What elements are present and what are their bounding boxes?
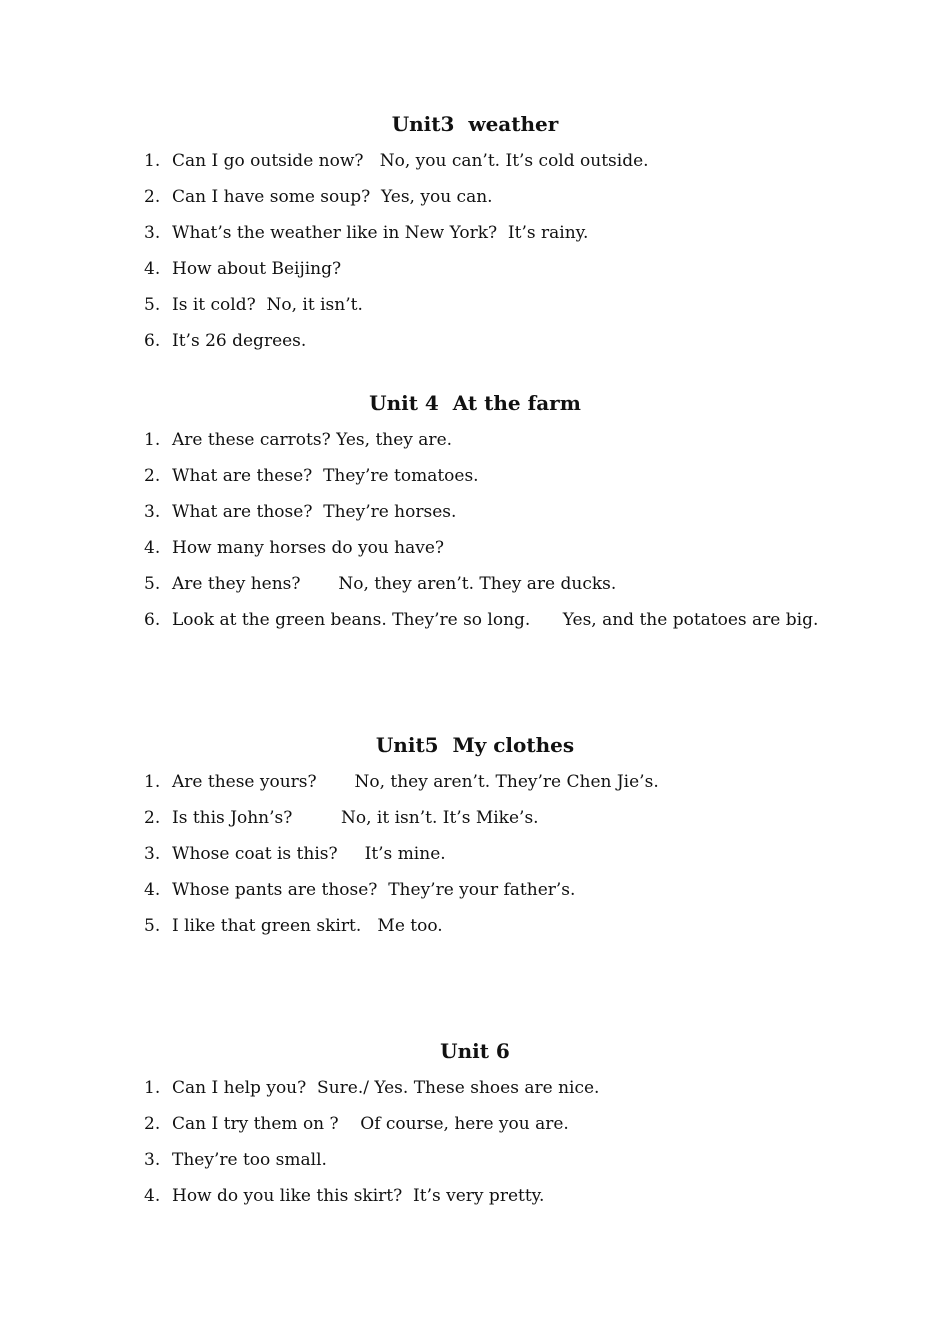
item-text: How do you like this skirt? It’s very pretty. (172, 1186, 545, 1206)
item-text: Are these carrots? Yes, they are. (172, 430, 453, 450)
item-number: 5. (144, 916, 161, 936)
item-text: How many horses do you have? (172, 538, 445, 558)
item-text: I like that green skirt. Me too. (172, 916, 443, 936)
list-item (0, 1106, 950, 1142)
item-text: What’s the weather like in New York? It’s rainy. (172, 223, 589, 243)
unit-4-section (0, 388, 950, 638)
item-number: 1. (144, 151, 161, 171)
list-item (0, 323, 950, 359)
unit-6-section (0, 1036, 950, 1214)
item-number: 3. (144, 844, 161, 864)
item-number: 1. (144, 1078, 161, 1098)
item-number: 2. (144, 808, 161, 828)
item-text: Is this John’s? No, it isn’t. It’s Mike’s. (172, 808, 539, 828)
unit-title: Unit 4 At the farm (369, 391, 581, 415)
item-text: Can I try them on ? Of course, here you are. (172, 1114, 569, 1134)
item-number: 3. (144, 502, 161, 522)
item-number: 1. (144, 772, 161, 792)
list-item (0, 1142, 950, 1178)
sentence-list (0, 422, 950, 638)
list-item (0, 1178, 950, 1214)
item-number: 5. (144, 574, 161, 594)
list-item (0, 215, 950, 251)
list-item (0, 179, 950, 215)
list-item (0, 287, 950, 323)
list-item (0, 422, 950, 458)
item-text: Look at the green beans. They’re so long. Yes, and the potatoes are big. (172, 610, 819, 630)
item-number: 4. (144, 880, 161, 900)
item-text: Are they hens? No, they aren’t. They are ducks. (172, 574, 617, 594)
list-item (0, 836, 950, 872)
item-number: 2. (144, 1114, 161, 1134)
sentence-list (0, 1070, 950, 1214)
item-text: Can I go outside now? No, you can’t. It’s cold outside. (172, 151, 649, 171)
item-text: Are these yours? No, they aren’t. They’re Chen Jie’s. (172, 772, 659, 792)
item-text: Is it cold? No, it isn’t. (172, 295, 363, 315)
item-text: What are these? They’re tomatoes. (172, 466, 479, 486)
unit-3-section (0, 109, 950, 359)
item-number: 1. (144, 430, 161, 450)
list-item (0, 872, 950, 908)
list-item (0, 566, 950, 602)
list-item (0, 530, 950, 566)
item-number: 3. (144, 223, 161, 243)
unit-title: Unit 6 (440, 1039, 510, 1063)
unit-title: Unit3 weather (391, 112, 559, 136)
unit-title: Unit5 My clothes (375, 733, 575, 757)
item-text: What are those? They’re horses. (172, 502, 457, 522)
list-item (0, 458, 950, 494)
item-number: 4. (144, 259, 161, 279)
list-item (0, 800, 950, 836)
sentence-list (0, 143, 950, 359)
list-item (0, 764, 950, 800)
item-number: 4. (144, 1186, 161, 1206)
item-text: Can I have some soup? Yes, you can. (172, 187, 493, 207)
list-item (0, 908, 950, 944)
list-item (0, 494, 950, 530)
item-number: 4. (144, 538, 161, 558)
item-text: Whose coat is this? It’s mine. (172, 844, 446, 864)
list-item (0, 1070, 950, 1106)
item-number: 5. (144, 295, 161, 315)
item-text: How about Beijing? (172, 259, 342, 279)
item-text: Can I help you? Sure./ Yes. These shoes are nice. (172, 1078, 600, 1098)
item-text: Whose pants are those? They’re your father’s. (172, 880, 576, 900)
item-number: 3. (144, 1150, 161, 1170)
list-item (0, 602, 950, 638)
sentence-list (0, 764, 950, 944)
item-number: 2. (144, 187, 161, 207)
unit-5-section (0, 730, 950, 944)
item-number: 6. (144, 331, 161, 351)
list-item (0, 143, 950, 179)
list-item (0, 251, 950, 287)
item-text: It’s 26 degrees. (172, 331, 307, 351)
item-number: 2. (144, 466, 161, 486)
item-text: They’re too small. (172, 1150, 327, 1170)
item-number: 6. (144, 610, 161, 630)
